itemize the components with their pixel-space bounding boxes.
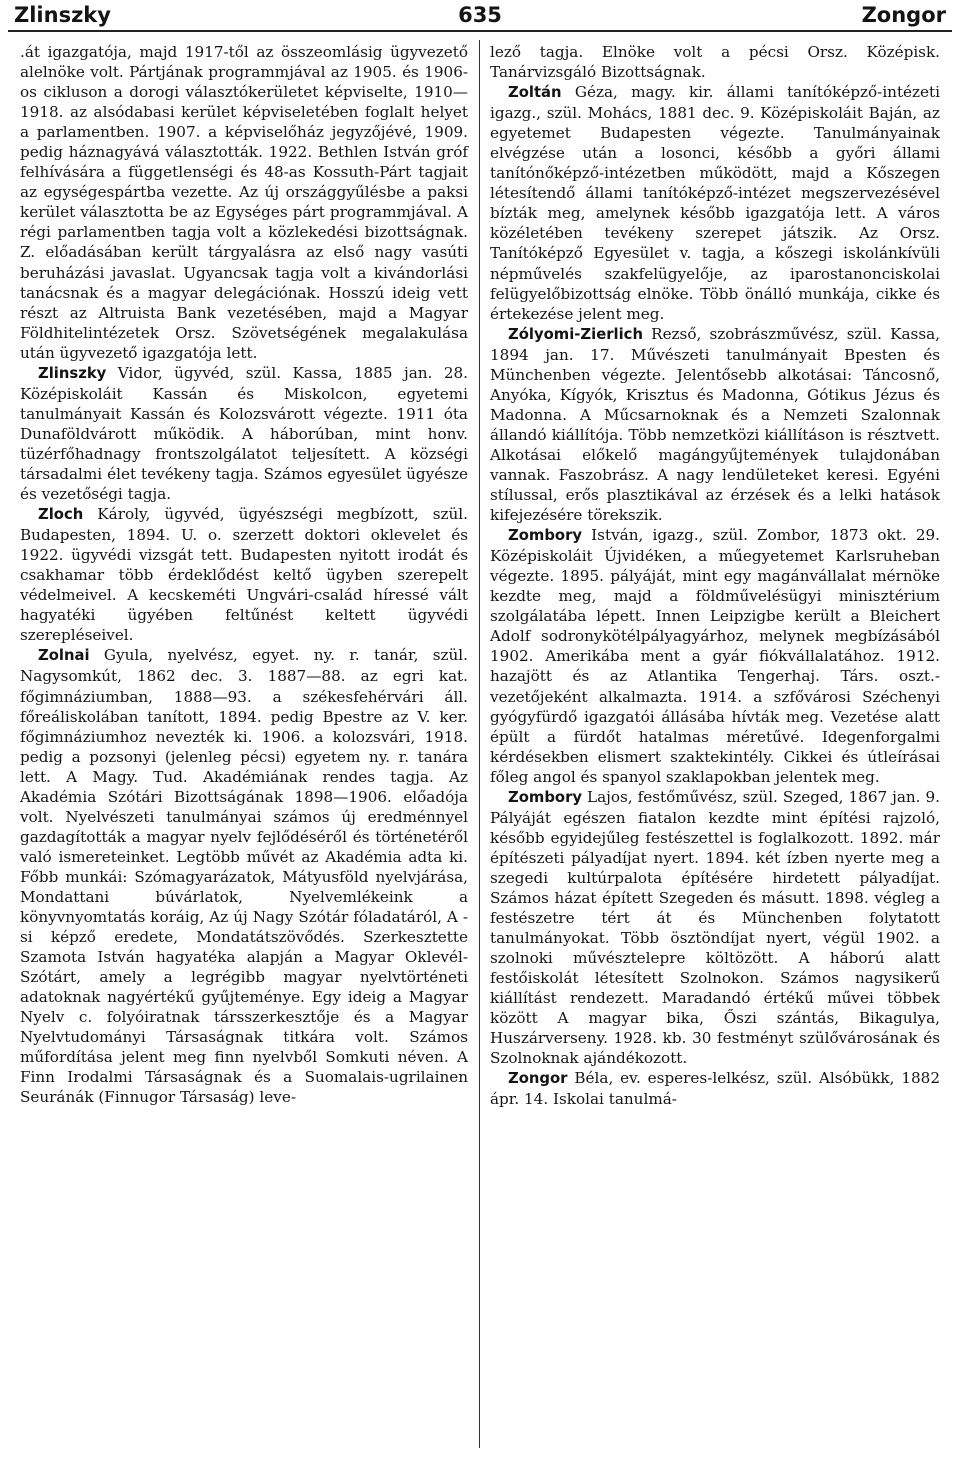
entry-text: Vidor, ügyvéd, szül. Kassa, 1885 jan. 28. Középiskoláit Kassán és Miskolcon, egyetemi tanulmányait Kassán és Kolozsvárott végezte. 1911 óta Dunaföldvárott működik. A háborúban, mint honv. tüzérfőhadnagy frontszolgálatot teljesített. A községi társadalmi élet tevékeny tagja. Számos egyesület ügyésze és vezetőségi tagja. bbox=[20, 363, 468, 504]
entry-continuation bbox=[490, 42, 940, 82]
entry-text: Károly, ügyvéd, ügyészségi megbízott, szül. Budapesten, 1894. U. o. szerzett doktori oklevelet és 1922. ügyvédi vizsgát tett. Budapesten nyitott irodát és csakhamar több érdeklődést keltő ügyben szerepelt védelmeivel. A kecskeméti Ungvári-család híressé vált hagyatéki ügyében feltűnést keltett ügyvédi szerepléseivel. bbox=[20, 505, 468, 645]
entry-headword: Zloch bbox=[38, 506, 84, 524]
left-column bbox=[20, 42, 468, 1107]
column-divider bbox=[479, 40, 480, 1448]
entry-zolyomi-zierlich bbox=[490, 324, 940, 525]
page-number: 635 bbox=[458, 3, 502, 27]
entry-text: Lajos, festőművész, szül. Szeged, 1867 jan. 9. Pályáját egészen fiatalon kezdte mint építési rajzoló, később egyidejűleg festészettel is foglalkozott. 1892. már építészeti pályadíjat nyert. 1894. két ízben nyerte meg a szegedi kultúrpalota építésére hirdetett pályadíjat. Számos házat épített Szegeden és másutt. 1898. végleg a festészetre tért át és Münchenben folytatott tanulmányokat. Több ösztöndíjat nyert, végül 1902. a szolnoki művésztelepre költözött. A háború alatt festőiskolát létesített Szolnokon. Számos nagysikerű kiállítást rendezett. Maradandó értékű művei többek között A magyar bika, Őszi szántás, Bikagulya, Huszárverseny. 1928. kb. 30 festményt szülővárosának és Szolnoknak ajándékozott. bbox=[490, 787, 940, 1068]
entry-headword: Zlinszky bbox=[38, 364, 107, 382]
entry-zlinszky bbox=[20, 363, 468, 504]
right-column bbox=[490, 42, 940, 1109]
entry-text: Gyula, nyelvész, egyet. ny. r. tanár, szül. Nagysomkút, 1862 dec. 3. 1887—88. az egri kat. főgimnáziumban, 1888—93. a székesfehérvári áll. főreáliskolában tanított, 1894. pedig Bpestre az V. ker. főgimnáziumhoz nevezték ki. 1906. a kolozsvári, 1918. pedig a pozsonyi (jelenleg pécsi) egyetem ny. r. tanára lett. A Magy. Tud. Akadémiának rendes tagja. Az Akadémia Szótári Bizottságának 1898—1906. előadója volt. Nyelvészeti tanulmányai számos új eredménnyel gazdagították a magyar nyelv fejlődéséről és történetéről való ismereteinket. Legtöbb művét az Akadémia adta ki. Főbb munkái: Szómagyarázatok, Mátyusföld nyelvjárása, Mondattani búvárlatok, Nyelvemlékeink a könyvnyomtatás koráig, Az új Nagy Szótár fóladatáról, A -si képző eredete, Mondatátszövődés. Szerkesztette Szamota István hagyatéka alapján a Magyar Oklevél-Szótárt, amely a legrégibb magyar nyelvtörténeti adatoknak nagyértékű gyűjteménye. Egy ideig a Magyar Nyelv c. folyóiratnak társszerkesztője és a Magyar Nyelvtudományi Társaságnak titkára volt. Számos műfordítása jelent meg finn nyelvből Somkuti néven. A Finn Irodalmi Társaságnak és a Suomalais-ugrilainen Seuránák (Finnugor Társaság) leve- bbox=[20, 646, 468, 1107]
entry-headword: Zongor bbox=[508, 1070, 568, 1088]
entry-continuation bbox=[20, 42, 468, 363]
entry-zloch bbox=[20, 504, 468, 645]
entry-headword: Zombory bbox=[508, 788, 583, 806]
entry-headword: Zolnai bbox=[38, 647, 90, 665]
entry-headword: Zombory bbox=[508, 527, 583, 545]
entry-text: Géza, magy. kir. állami tanítóképző-intézeti igazg., szül. Mohács, 1881 dec. 9. Középiskoláit Baján, az egyetemet Budapesten végezte. Tanulmányainak elvégzése után a losonci, később a győri állami tanítónőképző-intézetben működött, majd a Kőszegen létesítendő állami tanítóképző-intézet megszervezésével bízták meg, amelynek később igazgatója lett. A város közéletében tevékeny szerepet játszik. Az Orsz. Tanítóképző Egyesület v. tagja, a kőszegi iskolánkívüli népművelés szakfelügyelője, az iparostanonciskolai felügyelőbizottság elnöke. Több önálló munkája, cikke és értekezése jelent meg. bbox=[490, 83, 940, 323]
entry-text: István, igazg., szül. Zombor, 1873 okt. 29. Középiskoláit Újvidéken, a műegyetemet Karlsruheban végezte. 1895. pályáját, mint egy magánvállalat mérnöke kezdte meg, majd a földművelésügyi minisztérium szolgálatába lépett. Innen Leipzigbe került a Bleichert Adolf sodronykötélpályagyárhoz, melynek megbízásából 1902. Amerikába ment a gyár fiókvállalatához. 1912. hazajött és az Atlantika Tengerhaj. Társ. oszt.-vezetőjeként alkalmazta. 1914. a szfővárosi Széchenyi gyógyfürdő igazgatói állásába hívták meg. Vezetése alatt épült a fürdőt hatalmas méretűvé. Idegenforgalmi kérdésekben elismert szaktekintély. Cikkei és útleírásai főleg angol és spanyol szaklapokban jelentek meg. bbox=[490, 526, 940, 786]
entry-text: Béla, ev. esperes-lelkész, szül. Alsóbükk, 1882 ápr. 14. Iskolai tanulmá- bbox=[490, 1069, 940, 1109]
entry-zombory-lajos bbox=[490, 787, 940, 1069]
header-rule bbox=[8, 30, 952, 32]
entry-headword: Zólyomi-Zierlich bbox=[508, 325, 643, 343]
entry-zolnai bbox=[20, 645, 468, 1107]
entry-text: lező tagja. Elnöke volt a pécsi Orsz. Középisk. Tanárvizsgáló Bizottságnak. bbox=[490, 43, 940, 82]
entry-zongor bbox=[490, 1068, 940, 1109]
running-header bbox=[14, 2, 946, 30]
entry-text: Rezső, szobrászművész, szül. Kassa, 1894 jan. 17. Művészeti tanulmányait Bpesten és Münchenben végezte. Jelentősebb alkotásai: Táncosnő, Anyóka, Kígyók, Krisztus és Madonna, Gótikus Jézus és Madonna. A Műcsarnoknak és a Nemzeti Szalonnak állandó kiállítója. Több nemzetközi kiállításon is résztvett. Alkotásai előkelő magángyűjtemények tulajdonában vannak. Faszobrász. A nagy lendületeket keresi. Egyéni stílussal, erős plasztikával az érzések és a lelki hatások kifejezésére törekszik. bbox=[490, 324, 940, 525]
entry-headword: Zoltán bbox=[508, 84, 562, 102]
entry-text: .át igazgatója, majd 1917-től az összeomlásig ügyvezető alelnöke volt. Pártjának programmjával az 1905. és 1906-os cikluson a dorogi választókerületet képviselte, 1910—1918. az alsódabasi kerület képviseletében foglalt helyet a parlamentben. 1907. a képviselőház jegyzőjévé, 1909. pedig háznagyává választották. 1922. Bethlen István gróf felhívására a függetlenségi és 48-as Kossuth-Párt tagjait az egységespártba vezette. Az új országgyűlésbe a paksi kerület választotta be az Egységes párt programmjával. A régi parlamentben tagja volt a közlekedési bizottságnak. Z. előadásában került tárgyalásra az első nagy vasúti beruházási javaslat. Ugyancsak tagja volt a kivándorlási tanácsnak és a magyar delegációnak. Hosszú ideig vett részt az Altruista Bank vezetésében, majd a Magyar Földhitelintézetek Orsz. Szövetségének megalakulása után ügyvezető igazgatója lett. bbox=[20, 43, 468, 362]
entry-zombory-istvan bbox=[490, 525, 940, 787]
header-left-word: Zlinszky bbox=[14, 3, 111, 27]
header-right-word: Zongor bbox=[861, 3, 946, 27]
entry-zoltan bbox=[490, 82, 940, 324]
